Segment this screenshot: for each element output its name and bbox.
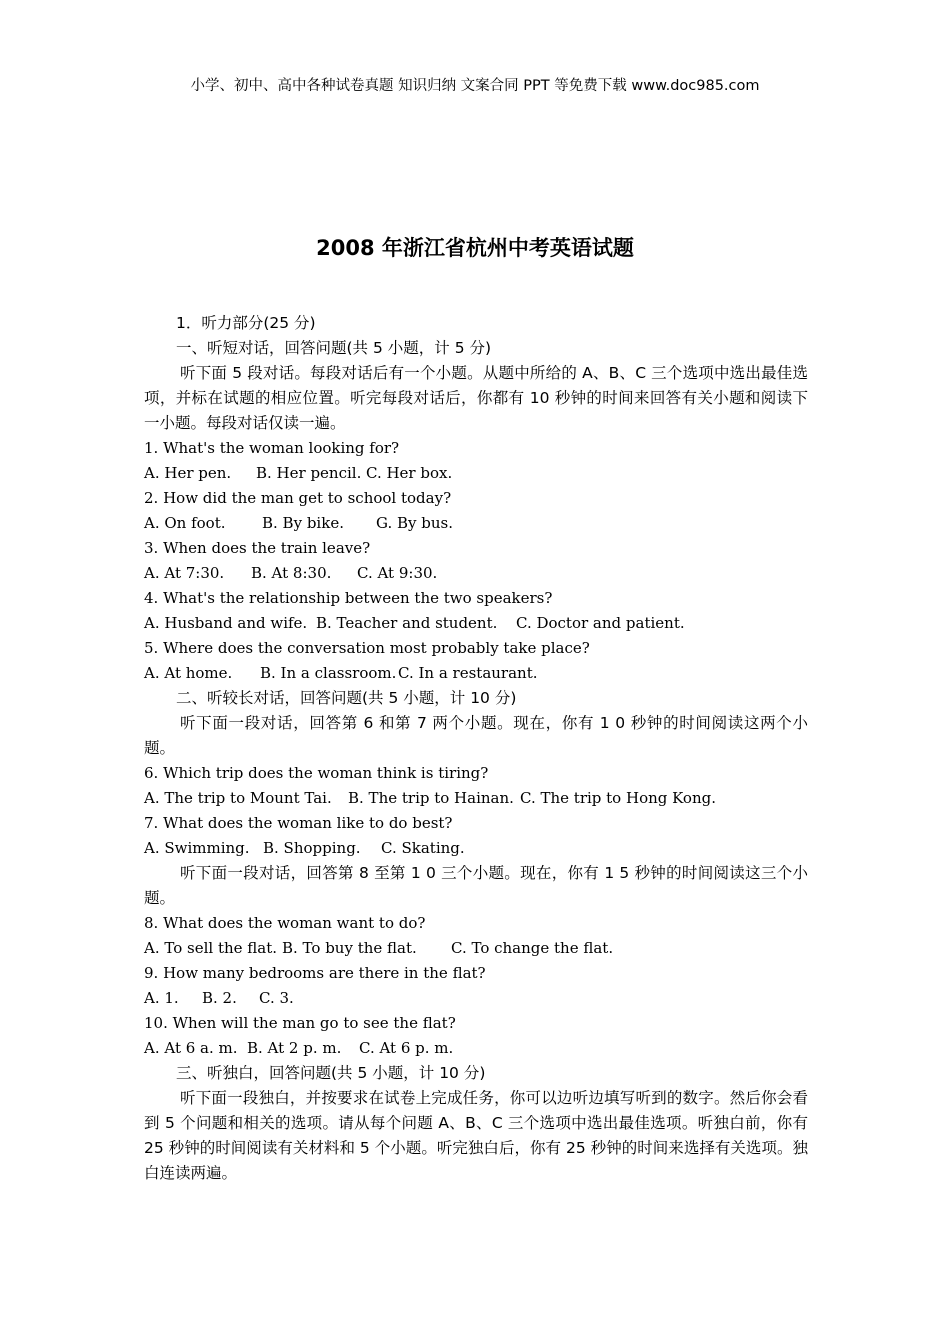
option-b: B. Her pencil. — [256, 464, 362, 482]
option-c: C. Her box. — [366, 464, 453, 482]
option-b: B. The trip to Hainan. — [348, 789, 514, 807]
question-3: 3. When does the train leave? — [144, 539, 371, 557]
option-c: C. In a restaurant. — [398, 664, 538, 682]
options-4 — [144, 611, 808, 636]
option-a: A. 1. — [144, 989, 179, 1007]
options-6 — [144, 786, 808, 811]
options-3 — [144, 561, 808, 586]
option-a: A. On foot. — [144, 514, 226, 532]
page-header: 小学、初中、高中各种试卷真题 知识归纳 文案合同 PPT 等免费下载 www.doc985.com — [190, 78, 760, 94]
option-a: A. To sell the flat. — [144, 939, 278, 957]
subsection-heading: 三、听独白，回答问题(共 5 小题，计 10 分) — [176, 1064, 486, 1082]
subsection-heading: 一、听短对话，回答问题(共 5 小题，计 5 分) — [176, 339, 492, 357]
page-title: 2008 年浙江省杭州中考英语试题 — [316, 236, 634, 260]
option-a: A. At 6 a. m. — [144, 1039, 238, 1057]
option-c: C. The trip to Hong Kong. — [520, 789, 716, 807]
question-8: 8. What does the woman want to do? — [144, 914, 426, 932]
option-b: B. To buy the flat. — [282, 939, 417, 957]
option-b: B. At 2 p. m. — [247, 1039, 342, 1057]
option-c: C. 3. — [259, 989, 294, 1007]
option-b: B. Teacher and student. — [316, 614, 498, 632]
option-b: B. By bike. — [262, 514, 344, 532]
option-c: G. By bus. — [376, 514, 453, 532]
exam-content — [144, 311, 808, 1186]
option-c: C. Skating. — [381, 839, 465, 857]
instructions: 听下面一段独白，并按要求在试卷上完成任务，你可以边听边填写听到的数字。然后你会看到 5 个问题和相关的选项。请从每个问题 A、B、C 三个选项中选出最佳选项。听独白前，你有 25 秒钟的时间阅读有关材料和 5 个小题。听完独白后，你有 25 秒钟的时间来选择有关选项。独白连读两遍。 — [144, 1089, 808, 1182]
option-a: A. Swimming. — [144, 839, 250, 857]
option-c: C. Doctor and patient. — [516, 614, 685, 632]
option-a: A. At 7:30. — [144, 564, 225, 582]
option-a: A. At home. — [144, 664, 233, 682]
options-7 — [144, 836, 808, 861]
option-b: B. 2. — [202, 989, 237, 1007]
option-c: C. At 9:30. — [357, 564, 438, 582]
question-6: 6. Which trip does the woman think is tiring? — [144, 764, 489, 782]
options-1 — [144, 461, 808, 486]
question-5: 5. Where does the conversation most probably take place? — [144, 639, 590, 657]
question-10: 10. When will the man go to see the flat? — [144, 1014, 456, 1032]
options-5 — [144, 661, 808, 686]
instructions: 听下面一段对话，回答第 8 至第 1 0 三个小题。现在，你有 1 5 秒钟的时间阅读这三个小题。 — [144, 864, 808, 907]
question-7: 7. What does the woman like to do best? — [144, 814, 453, 832]
options-2 — [144, 511, 808, 536]
option-b: B. At 8:30. — [251, 564, 332, 582]
option-c: C. To change the flat. — [451, 939, 614, 957]
option-b: B. In a classroom. — [260, 664, 397, 682]
options-10 — [144, 1036, 808, 1061]
instructions: 听下面 5 段对话。每段对话后有一个小题。从题中所给的 A、B、C 三个选项中选出最佳选项，并标在试题的相应位置。听完每段对话后，你都有 10 秒钟的时间来回答有关小题和阅读下一小题。每段对话仅读一遍。 — [144, 364, 808, 432]
section-heading: 1．听力部分(25 分) — [176, 314, 316, 332]
options-9 — [144, 986, 808, 1011]
option-c: C. At 6 p. m. — [359, 1039, 454, 1057]
option-a: A. Her pen. — [144, 464, 232, 482]
subsection-heading: 二、听较长对话，回答问题(共 5 小题，计 10 分) — [176, 689, 517, 707]
option-a: A. The trip to Mount Tai. — [144, 789, 332, 807]
question-2: 2. How did the man get to school today? — [144, 489, 452, 507]
option-b: B. Shopping. — [263, 839, 361, 857]
question-4: 4. What's the relationship between the two speakers? — [144, 589, 553, 607]
question-9: 9. How many bedrooms are there in the flat? — [144, 964, 486, 982]
options-8 — [144, 936, 808, 961]
instructions: 听下面一段对话，回答第 6 和第 7 两个小题。现在，你有 1 0 秒钟的时间阅读这两个小题。 — [144, 714, 808, 757]
question-1: 1. What's the woman looking for? — [144, 439, 400, 457]
option-a: A. Husband and wife. — [144, 614, 308, 632]
